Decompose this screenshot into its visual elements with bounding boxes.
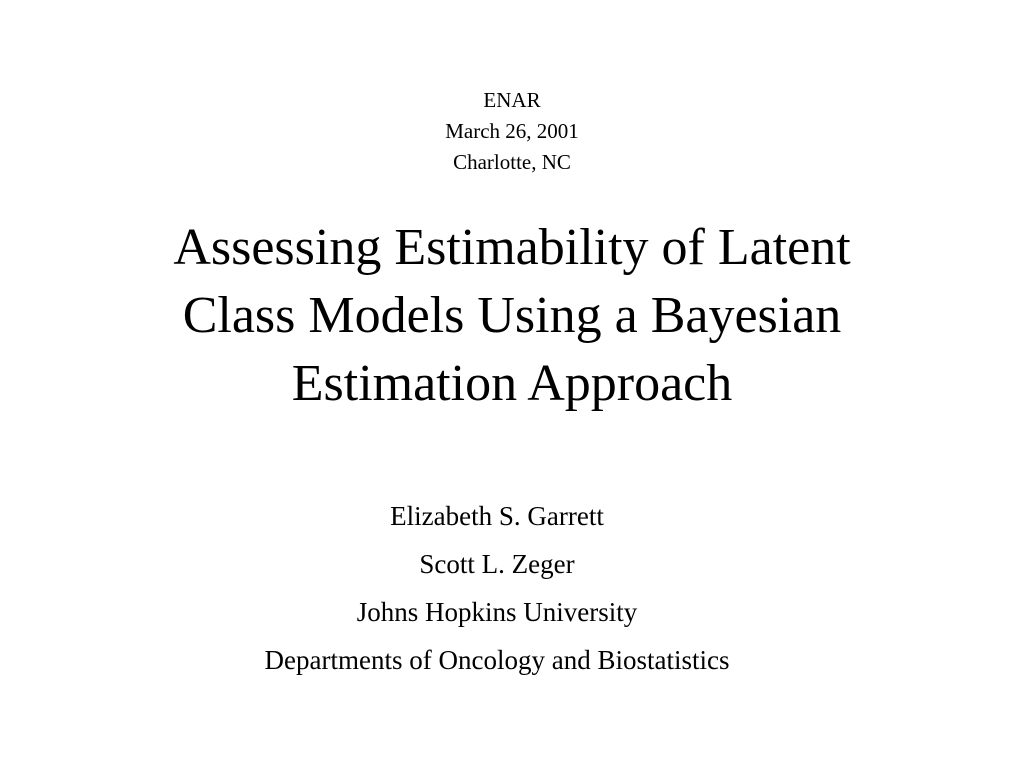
affiliation-university: Johns Hopkins University [356, 597, 638, 627]
title-line: Estimation Approach [291, 355, 733, 412]
author-block [0, 492, 994, 684]
title-line: Class Models Using a Bayesian [182, 287, 842, 344]
affiliation-departments: Departments of Oncology and Biostatistics [264, 645, 730, 675]
conference-location: Charlotte, NC [453, 150, 571, 174]
slide-title [60, 214, 964, 418]
author-name: Elizabeth S. Garrett [390, 501, 604, 531]
conference-name: ENAR [483, 88, 541, 112]
author-name: Scott L. Zeger [419, 549, 575, 579]
conference-date: March 26, 2001 [445, 119, 579, 143]
title-line: Assessing Estimability of Latent [173, 219, 851, 276]
conference-info [0, 85, 1024, 178]
